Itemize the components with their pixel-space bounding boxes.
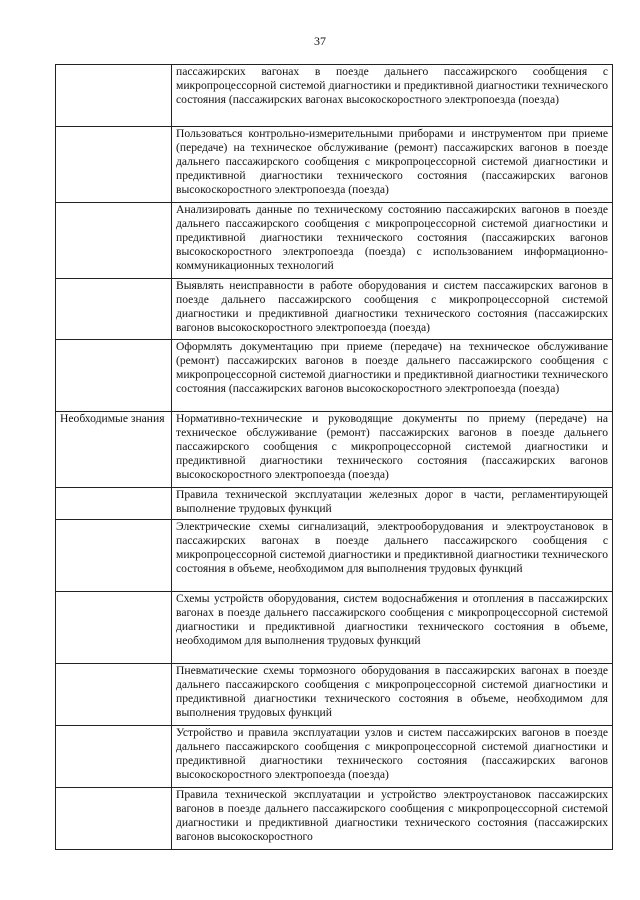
- row-label: [56, 340, 172, 412]
- requirements-table: [55, 64, 613, 850]
- row-text: Выявлять неисправности в работе оборудования и систем пассажирских вагонов в поезде дальнего пассажирского сообщения с микропроцессорной системой диагностики и предиктивной диагностики технического состояния (пассажирских вагонов высокоскоростного электропоезда (поезда): [172, 279, 613, 340]
- row-text: Правила технической эксплуатации железных дорог в части, регламентирующей выполнение трудовых функций: [172, 488, 613, 520]
- row-label: [56, 488, 172, 520]
- row-text: Схемы устройств оборудования, систем водоснабжения и отопления в пассажирских вагонах в поезде дальнего пассажирского сообщения с микропроцессорной системой диагностики и предиктивной диагностики технического состояния в объеме, необходимом для выполнения трудовых функций: [172, 592, 613, 664]
- row-label: [56, 592, 172, 664]
- row-label: [56, 65, 172, 127]
- row-label: [56, 203, 172, 279]
- row-text: Пользоваться контрольно-измерительными приборами и инструментом при приеме (передаче) на техническое обслуживание (ремонт) пассажирских вагонов в поезде дальнего пассажирского сообщения с микропроцессорной системой диагностики и предиктивной диагностики технического состояния (пассажирских вагонов высокоскоростного электропоезда (поезда): [172, 127, 613, 203]
- table-row: [56, 340, 613, 412]
- row-text: Нормативно-технические и руководящие документы по приему (передаче) на техническое обслуживание (ремонт) пассажирских вагонов в поезде дальнего пассажирского сообщения с микропроцессорной системой диагностики и предиктивной диагностики технического состояния (пассажирских вагонов высокоскоростного электропоезда (поезда): [172, 412, 613, 488]
- row-text: Устройство и правила эксплуатации узлов и систем пассажирских вагонов в поезде дальнего пассажирского сообщения с микропроцессорной системой диагностики и предиктивной диагностики технического состояния (пассажирских вагонов высокоскоростного электропоезда (поезда): [172, 726, 613, 788]
- page-number: 37: [314, 34, 326, 48]
- table-row: [56, 65, 613, 127]
- table-row: [56, 520, 613, 592]
- table-row: [56, 664, 613, 726]
- table-row: [56, 412, 613, 488]
- row-label: [56, 127, 172, 203]
- row-text: Правила технической эксплуатации и устройство электроустановок пассажирских вагонов в поезде дальнего пассажирского сообщения с микропроцессорной системой диагностики и предиктивной диагностики технического состояния (пассажирских вагонов высокоскоростного: [172, 788, 613, 850]
- section-label-knowledge: Необходимые знания: [56, 412, 172, 488]
- table-row: [56, 127, 613, 203]
- table-row: [56, 592, 613, 664]
- row-label: [56, 664, 172, 726]
- row-text: Анализировать данные по техническому состоянию пассажирских вагонов в поезде дальнего пассажирского сообщения с микропроцессорной системой диагностики и предиктивной диагностики технического состояния (пассажирских вагонов высокоскоростного электропоезда (поезда) с использованием информационно-коммуникационных технологий: [172, 203, 613, 279]
- row-text: Оформлять документацию при приеме (передаче) на техническое обслуживание (ремонт) пассажирских вагонов в поезде дальнего пассажирского сообщения с микропроцессорной системой диагностики и предиктивной диагностики технического состояния (пассажирских вагонов высокоскоростного электропоезда (поезда): [172, 340, 613, 412]
- row-text: Электрические схемы сигнализаций, электрооборудования и электроустановок в пассажирских вагонах в поезде дальнего пассажирского сообщения с микропроцессорной системой диагностики и предиктивной диагностики технического состояния в объеме, необходимом для выполнения трудовых функций: [172, 520, 613, 592]
- row-text: Пневматические схемы тормозного оборудования в пассажирских вагонах в поезде дальнего пассажирского сообщения с микропроцессорной системой диагностики и предиктивной диагностики технического состояния в объеме, необходимом для выполнения трудовых функций: [172, 664, 613, 726]
- table-row: [56, 279, 613, 340]
- table-row: [56, 203, 613, 279]
- row-label: [56, 726, 172, 788]
- table-row: [56, 726, 613, 788]
- table-row: [56, 488, 613, 520]
- row-label: [56, 788, 172, 850]
- row-label: [56, 279, 172, 340]
- table-row: [56, 788, 613, 850]
- row-label: [56, 520, 172, 592]
- row-text: пассажирских вагонах в поезде дальнего пассажирского сообщения с микропроцессорной системой диагностики и предиктивной диагностики технического состояния (пассажирских вагонах высокоскоростного электропоезда (поезда): [172, 65, 613, 127]
